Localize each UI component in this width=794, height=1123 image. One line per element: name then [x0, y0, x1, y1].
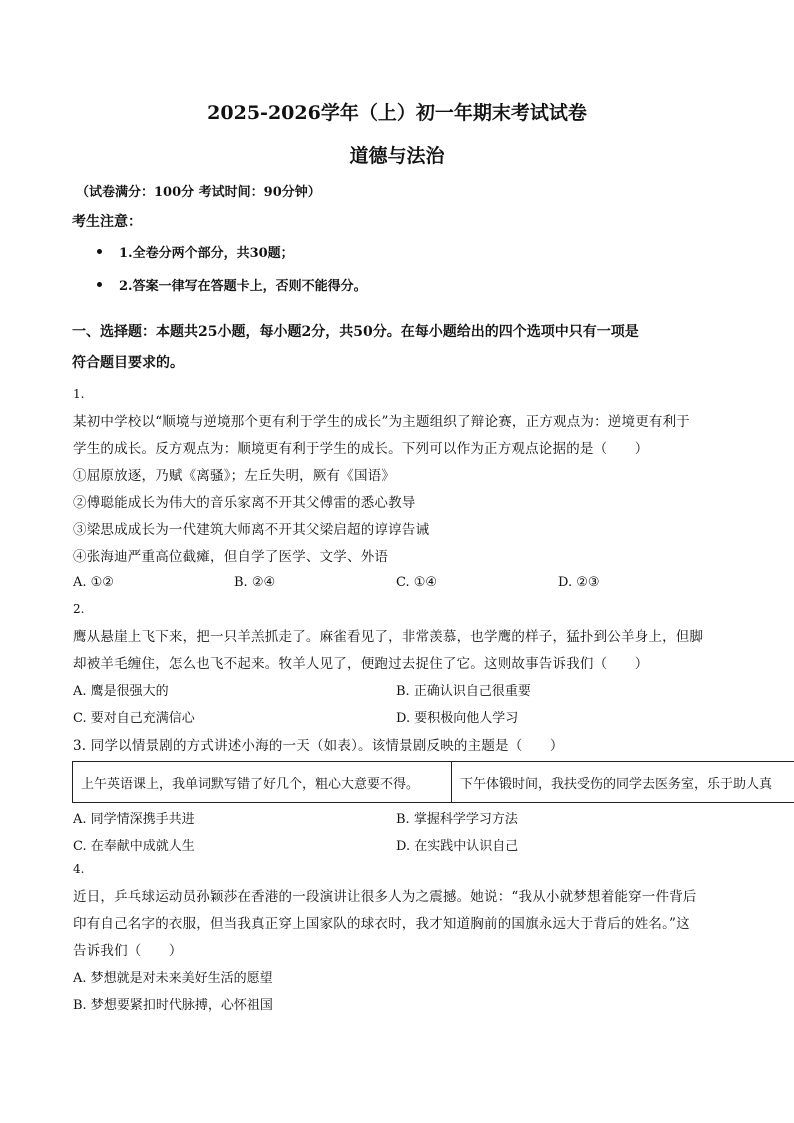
- section-heading: 一、选择题：本题共25小题，每小题2分，共50分。在每小题给出的四个选项中只有一项是: [72, 324, 639, 340]
- option-b: B. 梦想要紧扣时代脉搏，心怀祖国: [73, 998, 273, 1013]
- question-text: 印有自己名字的衣服，但当我真正穿上国家队的球衣时，我才知道胸前的国旗永远大于背后的姓名。”这: [73, 916, 690, 932]
- option-d: D. 在实践中认识自己: [396, 839, 519, 854]
- question-number: 4.: [73, 862, 85, 876]
- statement-item: ①屈原放逐，乃赋《离骚》；左丘失明，厥有《国语》: [73, 468, 396, 484]
- option-d: D. ②③: [558, 575, 600, 590]
- question-number: 1.: [73, 387, 85, 401]
- option-a: A. 同学情深携手共进: [73, 812, 195, 827]
- option-c: C. 在奉献中成就人生: [73, 839, 195, 854]
- exam-subject: 道德与法治: [349, 145, 445, 167]
- option-a: A. 梦想就是对未来美好生活的愿望: [73, 971, 273, 986]
- table-cell: 上午英语课上，我单词默写错了好几个，粗心大意要不得。: [73, 762, 452, 803]
- question-text: 告诉我们（ ）: [73, 943, 183, 959]
- scenario-table: [72, 761, 794, 803]
- option-b: B. 正确认识自己很重要: [396, 684, 531, 699]
- exam-meta: （试卷满分：100分 考试时间：90分钟）: [76, 185, 321, 200]
- table-cell: 下午体锻时间，我扶受伤的同学去医务室，乐于助人真: [452, 762, 794, 803]
- notice-heading: 考生注意：: [72, 214, 142, 230]
- option-d: D. 要积极向他人学习: [396, 711, 519, 726]
- option-b: B. 掌握科学学习方法: [396, 812, 518, 827]
- question-text: 近日，乒乓球运动员孙颖莎在香港的一段演讲让很多人为之震撼。她说：“我从小就梦想着能穿一件背后: [73, 889, 697, 905]
- statement-item: ③梁思成成长为一代建筑大师离不开其父梁启超的谆谆告诫: [73, 522, 430, 538]
- option-a: A. ①②: [73, 575, 114, 590]
- table-row: [73, 762, 794, 803]
- question-number: 2.: [73, 602, 85, 616]
- bullet-icon: [97, 249, 102, 254]
- bullet-icon: [97, 282, 102, 287]
- option-c: C. 要对自己充满信心: [73, 711, 195, 726]
- notice-item: 2.答案一律写在答题卡上，否则不能得分。: [119, 279, 367, 294]
- statement-item: ②傅聪能成长为伟大的音乐家离不开其父傅雷的悉心教导: [73, 495, 416, 511]
- option-b: B. ②④: [234, 575, 276, 590]
- notice-item: 1.全卷分两个部分，共30题；: [119, 246, 294, 261]
- question-text: 鹰从悬崖上飞下来，把一只羊羔抓走了。麻雀看见了，非常羡慕，也学鹰的样子，猛扑到公羊身上，但脚: [73, 629, 704, 645]
- option-c: C. ①④: [396, 575, 438, 590]
- section-heading-cont: 符合题目要求的。: [72, 355, 184, 371]
- question-text: 3. 同学以情景剧的方式讲述小海的一天（如表）。该情景剧反映的主题是（ ）: [73, 738, 564, 754]
- option-a: A. 鹰是很强大的: [73, 684, 169, 699]
- question-text: 却被羊毛缠住，怎么也飞不起来。牧羊人见了，便跑过去捉住了它。这则故事告诉我们（ ）: [73, 656, 649, 672]
- question-text: 某初中学校以“顺境与逆境那个更有利于学生的成长”为主题组织了辩论赛，正方观点为：逆境更有利于: [73, 414, 691, 430]
- exam-title: 2025-2026学年（上）初一年期末考试试卷: [207, 102, 587, 124]
- question-text: 学生的成长。反方观点为：顺境更有利于学生的成长。下列可以作为正方观点论据的是（ ）: [73, 441, 649, 457]
- statement-item: ④张海迪严重高位截瘫，但自学了医学、文学、外语: [73, 549, 389, 565]
